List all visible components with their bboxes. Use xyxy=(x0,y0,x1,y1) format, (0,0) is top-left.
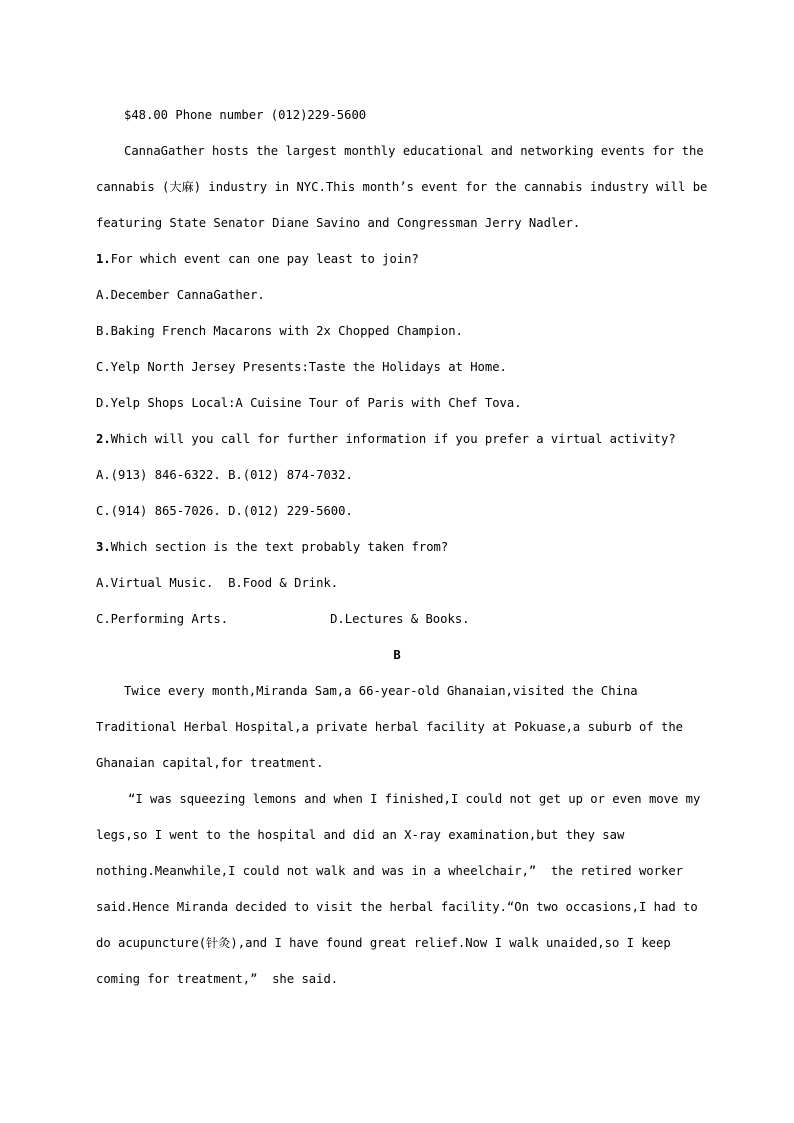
passage-b-para2-line-1: “I was squeezing lemons and when I finished,I could not get up or even move my xyxy=(128,792,701,806)
passage-b-para2-line-6: coming for treatment,” she said. xyxy=(96,972,339,986)
question-2-number: 2. xyxy=(96,432,111,446)
passage-b-para2-line-3: nothing.Meanwhile,I could not walk and was in a wheelchair,” the retired worker xyxy=(96,864,683,878)
question-3-text: Which section is the text probably taken from? xyxy=(110,540,449,554)
question-3 xyxy=(96,539,706,555)
question-2 xyxy=(96,431,706,447)
question-3-options-ab: A.Virtual Music. B.Food & Drink. xyxy=(96,576,339,590)
section-b-heading: B xyxy=(393,648,401,662)
question-2-text: Which will you call for further information if you prefer a virtual activity? xyxy=(110,432,676,446)
question-1-option-c: C.Yelp North Jersey Presents:Taste the Holidays at Home. xyxy=(96,360,507,374)
question-1-text: For which event can one pay least to join? xyxy=(110,252,419,266)
passage-b-para1-line-2: Traditional Herbal Hospital,a private herbal facility at Pokuase,a suburb of the xyxy=(96,720,683,734)
passage-b-para2-line-5: do acupuncture(针灸),and I have found great relief.Now I walk unaided,so I keep xyxy=(96,936,671,950)
question-2-options-ab: A.(913) 846-6322. B.(012) 874-7032. xyxy=(96,468,353,482)
cannagather-paragraph-line-2: cannabis (大麻) industry in NYC.This month’s event for the cannabis industry will be xyxy=(96,180,708,194)
passage-b-para2-line-2: legs,so I went to the hospital and did an X-ray examination,but they saw xyxy=(96,828,625,842)
question-3-option-c: C.Performing Arts. xyxy=(96,612,229,626)
cannagather-paragraph-line-3: featuring State Senator Diane Savino and Congressman Jerry Nadler. xyxy=(96,216,581,230)
question-1-option-a: A.December CannaGather. xyxy=(96,288,265,302)
passage-b-para1-line-1: Twice every month,Miranda Sam,a 66-year-old Ghanaian,visited the China xyxy=(124,684,638,698)
question-3-number: 3. xyxy=(96,540,111,554)
passage-b-para2-line-4: said.Hence Miranda decided to visit the herbal facility.“On two occasions,I had to xyxy=(96,900,698,914)
passage-b-para1-line-3: Ghanaian capital,for treatment. xyxy=(96,756,324,770)
question-1-option-b: B.Baking French Macarons with 2x Chopped Champion. xyxy=(96,324,463,338)
price-phone-line: $48.00 Phone number (012)229-5600 xyxy=(124,108,367,122)
question-1-number: 1. xyxy=(96,252,111,266)
question-1 xyxy=(96,251,706,267)
question-1-option-d: D.Yelp Shops Local:A Cuisine Tour of Paris with Chef Tova. xyxy=(96,396,522,410)
question-3-option-d: D.Lectures & Books. xyxy=(330,612,470,626)
cannagather-paragraph-line-1: CannaGather hosts the largest monthly educational and networking events for the xyxy=(124,144,704,158)
question-3-options-cd xyxy=(96,611,706,627)
question-2-options-cd: C.(914) 865-7026. D.(012) 229-5600. xyxy=(96,504,353,518)
